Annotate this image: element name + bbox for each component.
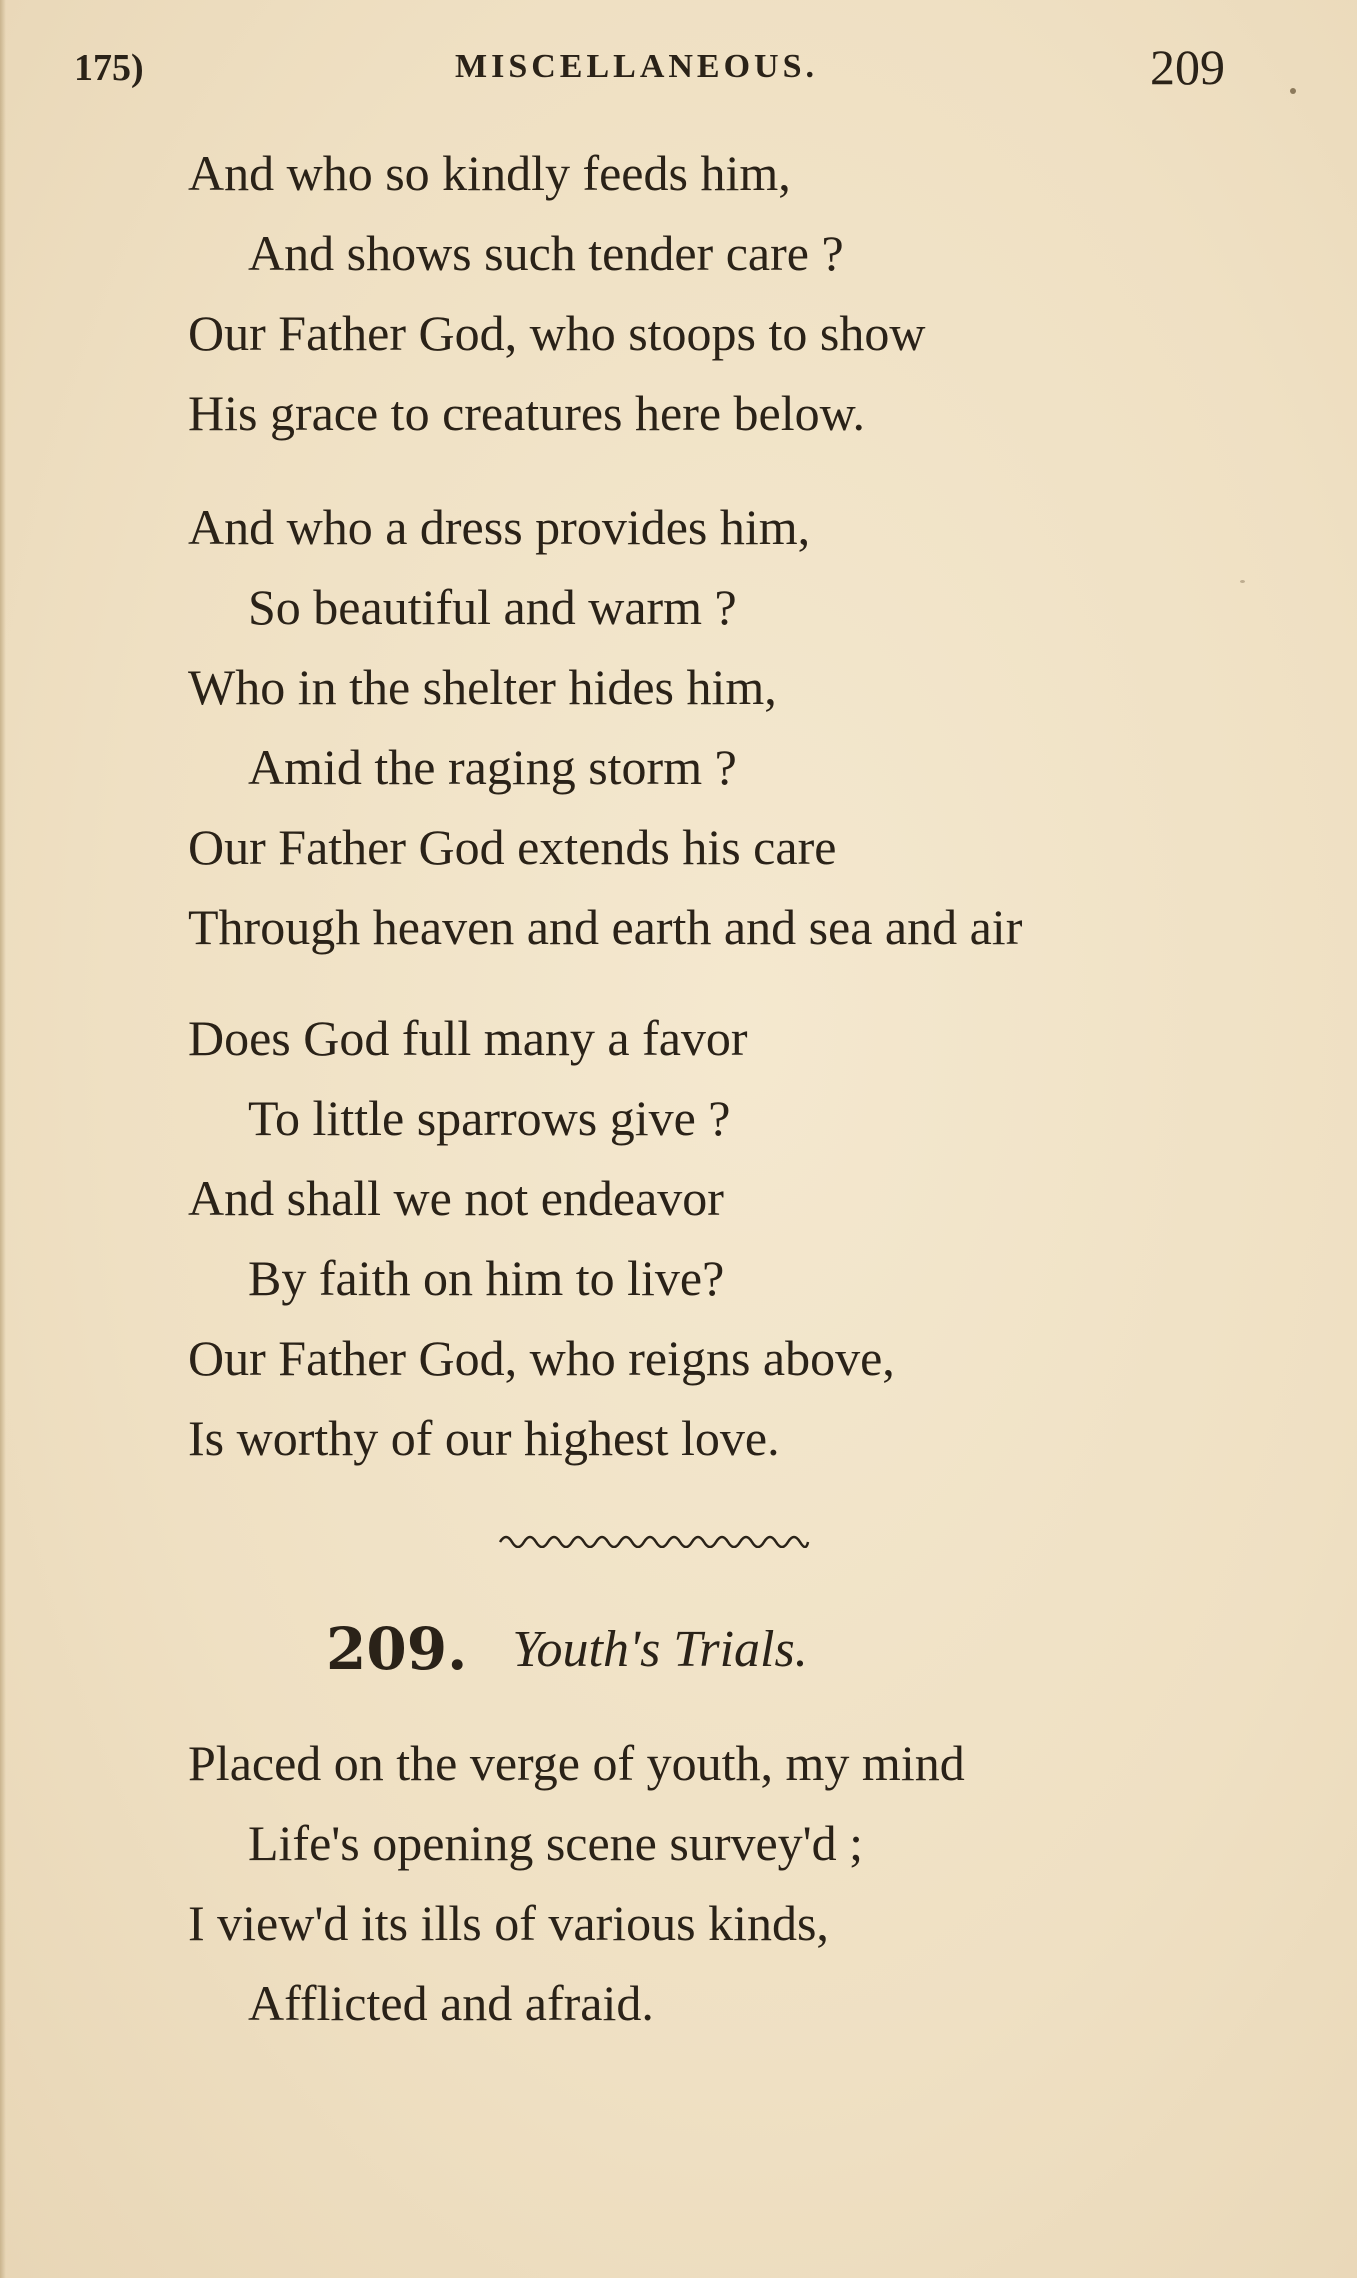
- hymn-number: 209.: [326, 1615, 468, 1683]
- verse-line: Who in the shelter hides him,: [188, 659, 777, 715]
- hymn-stanza-1: [188, 1723, 1288, 2043]
- verse-line: And who a dress provides him,: [188, 499, 811, 555]
- wavy-ornament-divider: [498, 1530, 810, 1548]
- verse-line: By faith on him to live?: [248, 1250, 725, 1306]
- paper-speck: [1240, 580, 1245, 583]
- verse-line: To little sparrows give ?: [248, 1090, 731, 1146]
- stanza-2: [188, 487, 1288, 967]
- stanza-3: [188, 998, 1288, 1478]
- verse-line: Does God full many a favor: [188, 1010, 748, 1066]
- header-section-title: MISCELLANEOUS.: [455, 48, 819, 85]
- verse-line: Our Father God, who reigns above,: [188, 1330, 895, 1386]
- verse-line: Through heaven and earth and sea and air: [188, 899, 1023, 955]
- verse-line: Our Father God extends his care: [188, 819, 837, 875]
- running-header: [0, 38, 1357, 98]
- verse-line: Is worthy of our highest love.: [188, 1410, 780, 1466]
- verse-line: And shows such tender care ?: [248, 225, 844, 281]
- verse-line: Placed on the verge of youth, my mind: [188, 1735, 965, 1791]
- verse-line: Our Father God, who stoops to show: [188, 305, 926, 361]
- paper-speck: [1290, 88, 1296, 94]
- hymn-title: Youth's Trials.: [512, 1620, 808, 1678]
- verse-line: And shall we not endeavor: [188, 1170, 724, 1226]
- verse-line: Afflicted and afraid.: [248, 1975, 654, 2031]
- verse-line: And who so kindly feeds him,: [188, 145, 791, 201]
- stanza-1: [188, 133, 1288, 453]
- header-hymn-range: 175): [74, 47, 144, 89]
- page-edge: [0, 0, 6, 2278]
- verse-line: I view'd its ills of various kinds,: [188, 1895, 829, 1951]
- verse-line: Amid the raging storm ?: [248, 739, 737, 795]
- page-number: 209: [1150, 39, 1225, 95]
- verse-line: His grace to creatures here below.: [188, 385, 865, 441]
- hymn-heading: [326, 1615, 808, 1695]
- verse-line: So beautiful and warm ?: [248, 579, 737, 635]
- verse-line: Life's opening scene survey'd ;: [248, 1815, 864, 1871]
